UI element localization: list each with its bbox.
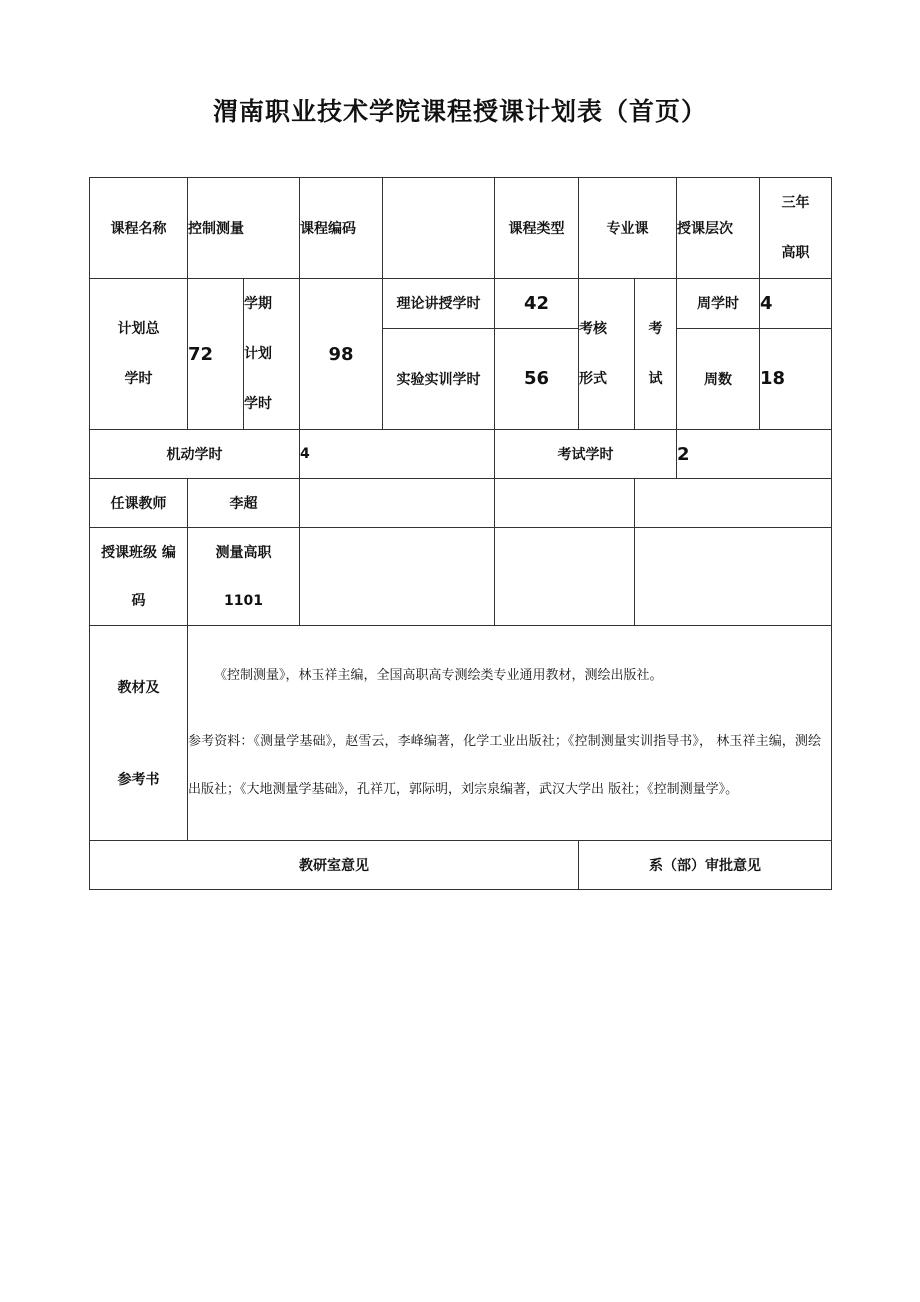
references-text: 参考资料：《测量学基础》，赵雪云，李峰编著，化学工业出版社；《控制测量实训指导书》， 林玉祥主编，测绘出版社；《大地测量学基础》，孔祥兀，郭际明，刘宗泉编著，武汉大学出 版社；《控制测量学》。 [188,734,821,797]
class-label-line2: 码 [131,592,146,609]
row-textbooks [90,626,832,841]
flex-hours-label: 机动学时 [90,430,300,479]
page-title: 渭南职业技术学院课程授课计划表（首页） [212,97,707,126]
plan-total-line1: 计划总 [117,321,160,337]
textbook-content [188,626,832,841]
exam-form-value-cell [635,279,677,430]
level-label: 授课层次 [677,178,760,279]
weekly-hours-label: 周学时 [677,279,760,329]
teacher-name: 李超 [188,479,300,528]
plan-total-line2: 学时 [124,371,153,387]
row-flex-hours [90,430,832,479]
textbook-text: 《控制测量》，林玉祥主编，全国高职高专测绘类专业通用教材，测绘出版社。 [214,668,663,683]
row-teacher [90,479,832,528]
exam-hours-value: 2 [677,430,832,479]
course-code [383,178,495,279]
plan-total-value: 72 [188,279,244,430]
row-opinions [90,841,832,890]
semester-line2: 计划 [244,346,272,362]
exam-form-line2: 形式 [579,371,607,387]
weeks-value: 18 [760,328,832,429]
course-type-label: 课程类型 [495,178,579,279]
semester-line3: 学时 [244,396,272,412]
course-name: 控制测量 [188,178,300,279]
course-code-label: 课程编码 [300,178,383,279]
class-label-line1: 授课班级 编 [101,544,176,561]
semester-label-cell [244,279,300,430]
class-line2: 1101 [224,592,263,609]
course-plan-table [89,177,832,890]
semester-value: 98 [300,279,383,430]
textbook-label-cell [90,626,188,841]
exam-hours-label: 考试学时 [495,430,677,479]
weeks-label: 周数 [677,328,760,429]
teacher-extra-1 [300,479,495,528]
teacher-label: 任课教师 [90,479,188,528]
level-line1: 三年 [781,195,810,211]
exam-line2: 试 [648,371,663,387]
dept-opinion-label: 教研室意见 [90,841,579,890]
level-cell [760,178,832,279]
exam-line1: 考 [648,321,663,337]
class-extra-1 [300,528,495,626]
teacher-extra-3 [635,479,832,528]
lab-value: 56 [495,328,579,429]
faculty-opinion-label: 系（部）审批意见 [579,841,832,890]
teacher-extra-2 [495,479,635,528]
level-line2: 高职 [781,245,810,261]
theory-value: 42 [495,279,579,329]
plan-total-label-cell [90,279,188,430]
class-value-cell [188,528,300,626]
course-name-label: 课程名称 [90,178,188,279]
lab-label: 实验实训学时 [383,328,495,429]
semester-line1: 学期 [244,296,272,312]
class-extra-2 [495,528,635,626]
weekly-hours-value: 4 [760,279,832,329]
textbook-label-line2: 参考书 [117,772,160,788]
textbook-label-line1: 教材及 [117,680,160,696]
class-extra-3 [635,528,832,626]
theory-label: 理论讲授学时 [383,279,495,329]
class-label-cell [90,528,188,626]
course-type: 专业课 [579,178,677,279]
flex-hours-value: 4 [300,430,495,479]
row-class [90,528,832,626]
row-hours-top [90,279,832,329]
row-course-info [90,178,832,279]
exam-form-label-cell [579,279,635,430]
class-line1: 测量高职 [215,544,272,561]
exam-form-line1: 考核 [579,321,607,337]
